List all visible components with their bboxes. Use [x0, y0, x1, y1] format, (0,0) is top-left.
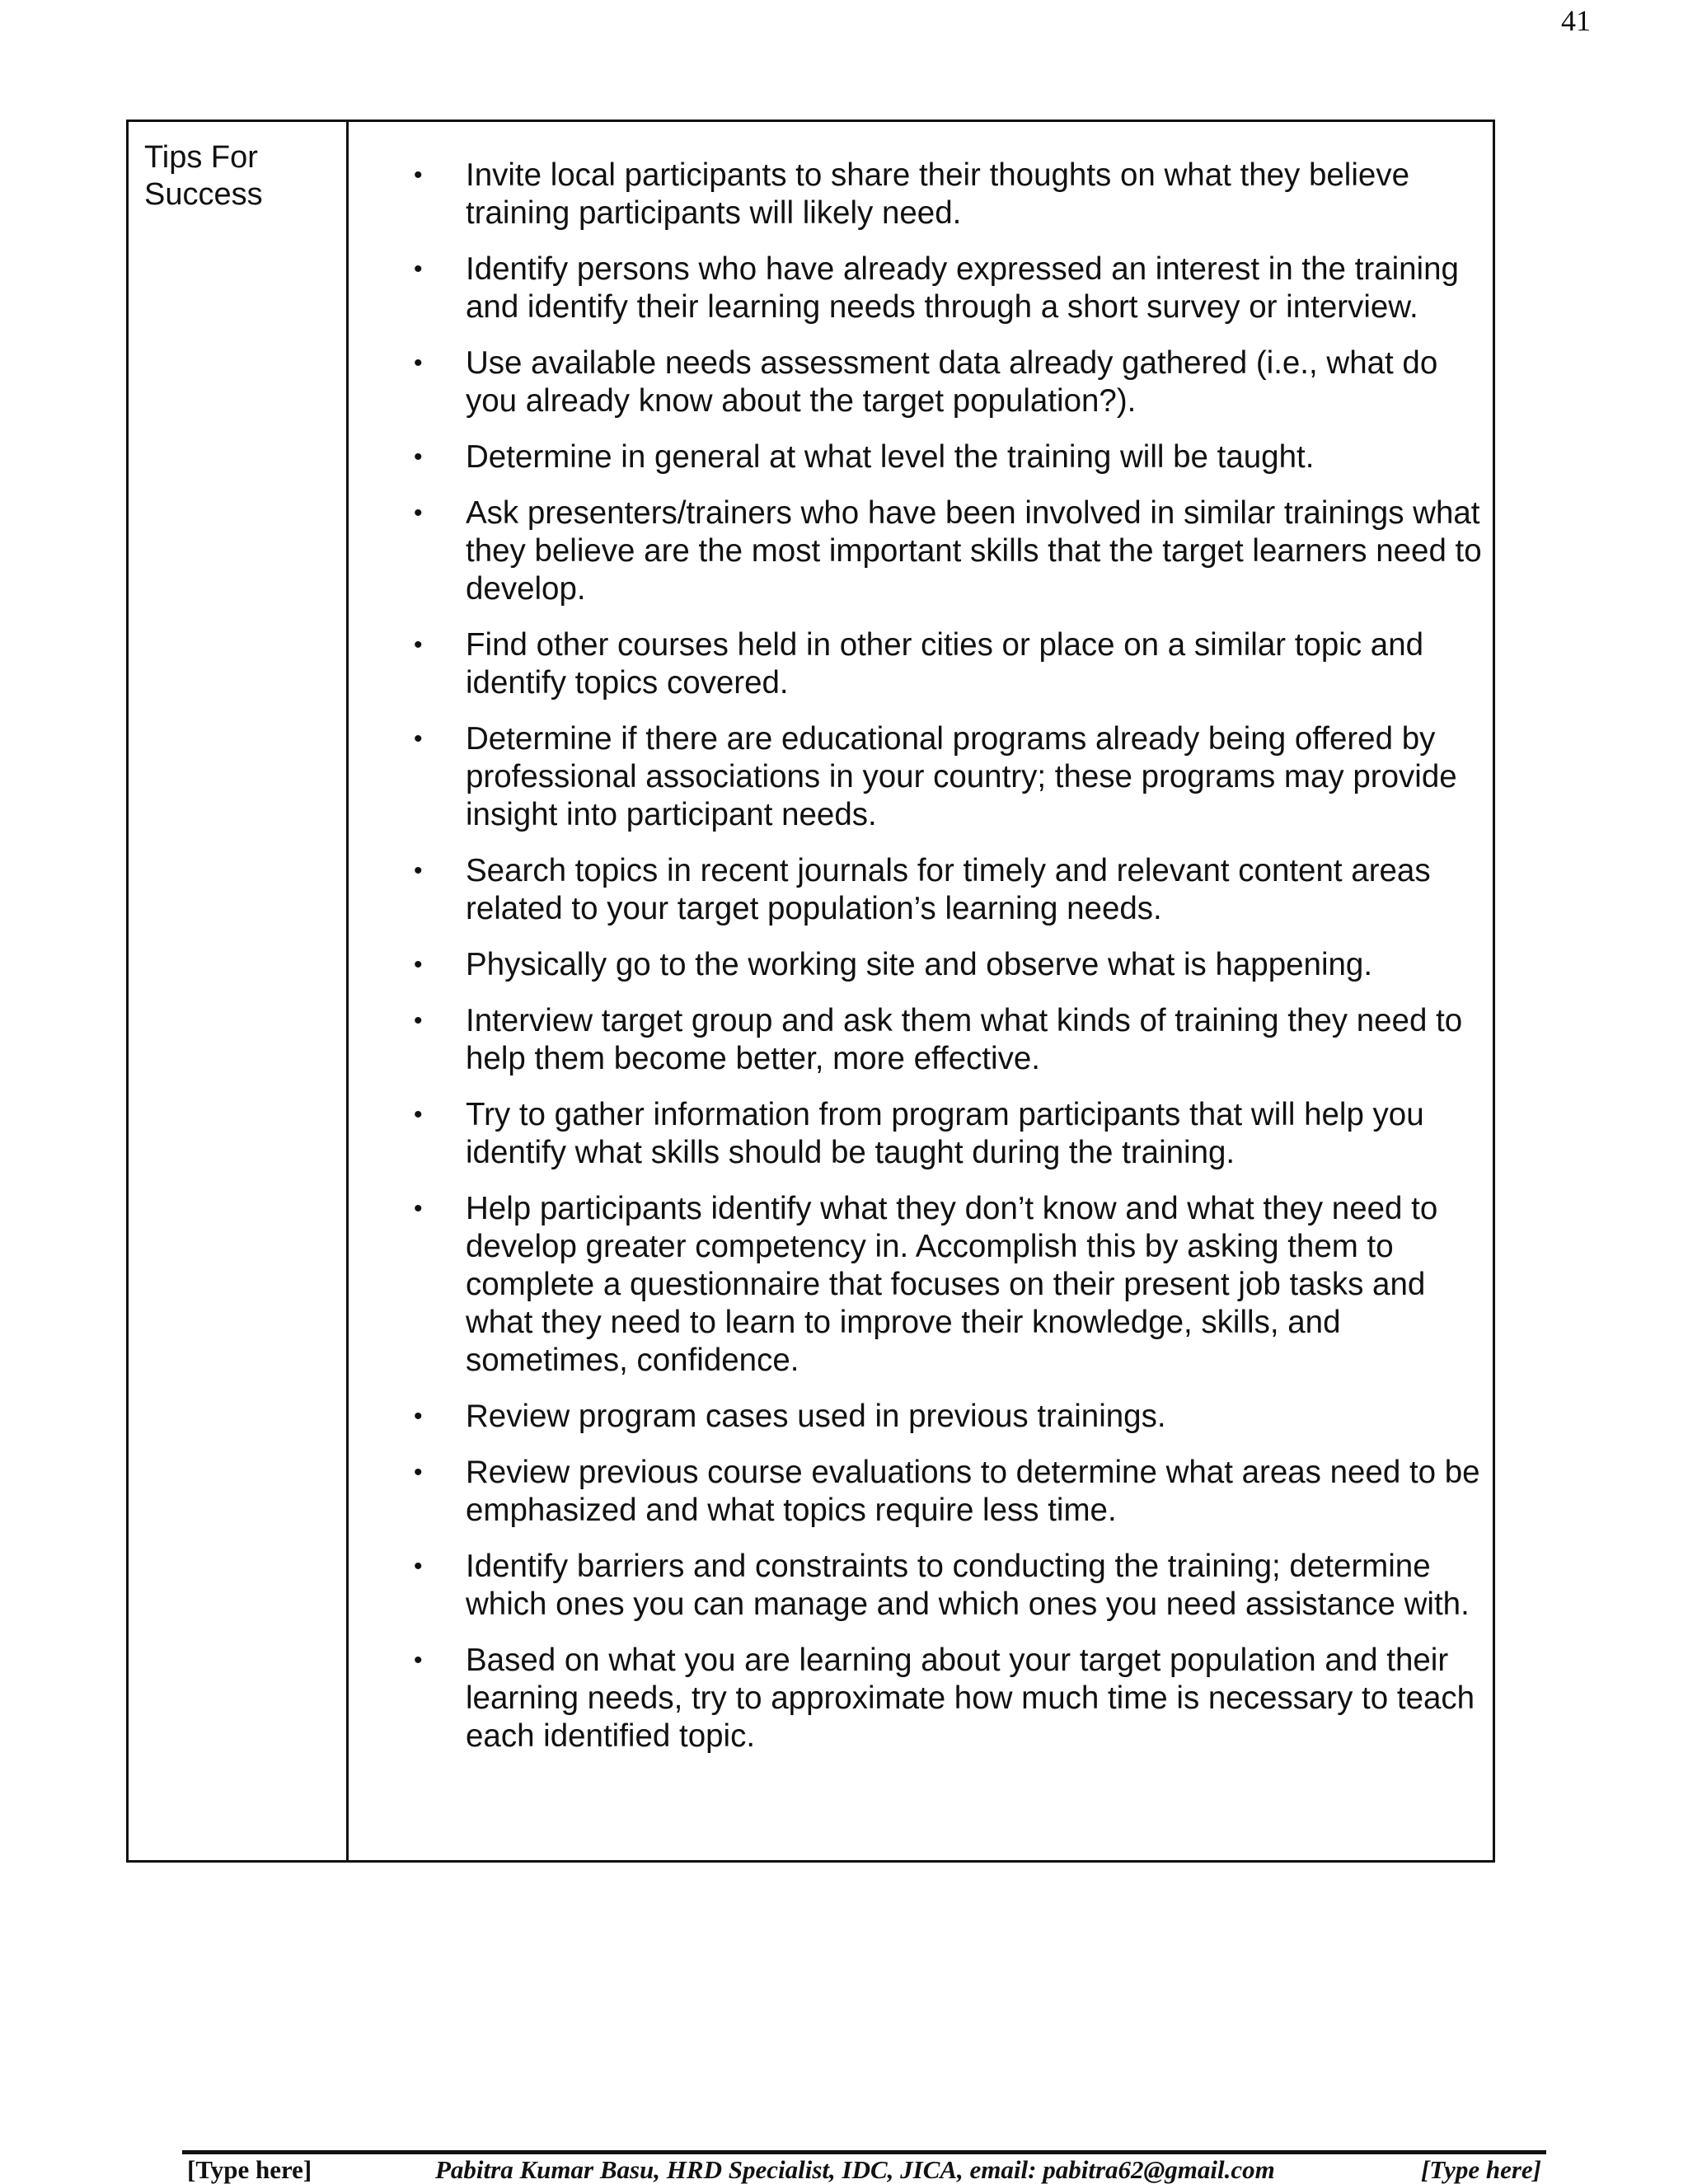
footer-right: [Type here] — [1420, 2155, 1541, 2184]
page-number: 41 — [1561, 4, 1591, 37]
tip-item — [349, 494, 1493, 608]
tip-item — [349, 946, 1493, 984]
tip-item — [349, 438, 1493, 476]
tip-text: Use available needs assessment data already gathered (i.e., what do you already know about the target population?). — [466, 345, 1438, 419]
tip-item — [349, 251, 1493, 326]
tip-text: Find other courses held in other cities or place on a similar topic and identify topics covered. — [466, 627, 1424, 701]
bullet-icon: • — [414, 857, 423, 884]
footer — [182, 2156, 1546, 2184]
tip-item — [349, 852, 1493, 928]
tip-item — [349, 1454, 1493, 1530]
bullet-icon: • — [414, 443, 423, 471]
tip-item — [349, 1642, 1493, 1755]
bullet-icon: • — [414, 951, 423, 978]
tip-text: Ask presenters/trainers who have been involved in similar trainings what they believe are the most important skills that the target learners need to develop. — [466, 495, 1482, 607]
tip-item — [349, 1002, 1493, 1078]
tip-item — [349, 1548, 1493, 1624]
tip-text: Identify persons who have already expressed an interest in the training and identify their learning needs through a short survey or interview. — [466, 251, 1459, 325]
bullet-icon: • — [414, 162, 423, 189]
tip-item — [349, 1190, 1493, 1380]
tip-text: Search topics in recent journals for timely and relevant content areas related to your target population’s learning needs. — [466, 853, 1431, 926]
tip-item — [349, 157, 1493, 232]
tip-item — [349, 626, 1493, 702]
bullet-icon: • — [414, 1403, 423, 1430]
label-line-2: Success — [144, 177, 263, 212]
footer-left: [Type here] — [187, 2155, 312, 2184]
bullet-icon: • — [414, 499, 423, 527]
tips-list — [349, 157, 1493, 1755]
tip-text: Invite local participants to share their thoughts on what they believe training participants will likely need. — [466, 157, 1409, 231]
bullet-icon: • — [414, 349, 423, 377]
label-line-1: Tips For — [144, 140, 258, 175]
tip-item — [349, 720, 1493, 834]
tip-text: Interview target group and ask them what kinds of training they need to help them become better, more effective. — [466, 1003, 1463, 1076]
bullet-icon: • — [414, 1647, 423, 1674]
bullet-icon: • — [414, 725, 423, 752]
bullet-icon: • — [414, 631, 423, 658]
bullet-icon: • — [414, 255, 423, 283]
tip-text: Review previous course evaluations to determine what areas need to be emphasized and what topics require less time. — [466, 1455, 1480, 1528]
bullet-icon: • — [414, 1007, 423, 1034]
bullet-icon: • — [414, 1459, 423, 1486]
tip-text: Physically go to the working site and observe what is happening. — [466, 947, 1373, 982]
bullet-icon: • — [414, 1553, 423, 1580]
footer-center: Pabitra Kumar Basu, HRD Specialist, IDC, JICA, email: pabitra62@gmail.com — [435, 2155, 1275, 2184]
tip-text: Review program cases used in previous trainings. — [466, 1399, 1166, 1434]
footer-rule — [182, 2150, 1546, 2154]
tip-text: Determine in general at what level the training will be taught. — [466, 439, 1315, 475]
tip-text: Try to gather information from program participants that will help you identify what skills should be taught during the training. — [466, 1097, 1424, 1170]
tip-item — [349, 1096, 1493, 1172]
tip-text: Determine if there are educational programs already being offered by professional associations in your country; these programs may provide insight into participant needs. — [466, 721, 1457, 832]
tip-text: Help participants identify what they don’t know and what they need to develop greater competency in. Accomplish this by asking them to complete a questionnaire that focuses on their present job tasks and what they need to learn to improve their knowledge, skills, and sometimes, confidence. — [466, 1191, 1438, 1378]
table-content-cell — [349, 122, 1493, 1860]
tip-item — [349, 1398, 1493, 1436]
tips-table — [126, 120, 1495, 1863]
bullet-icon: • — [414, 1195, 423, 1222]
tip-text: Identify barriers and constraints to conducting the training; determine which ones you can manage and which ones you need assistance with. — [466, 1549, 1470, 1622]
bullet-icon: • — [414, 1101, 423, 1128]
tip-text: Based on what you are learning about your target population and their learning needs, try to approximate how much time is necessary to teach each identified topic. — [466, 1643, 1475, 1754]
tip-item — [349, 344, 1493, 420]
table-label-cell — [129, 122, 349, 1860]
